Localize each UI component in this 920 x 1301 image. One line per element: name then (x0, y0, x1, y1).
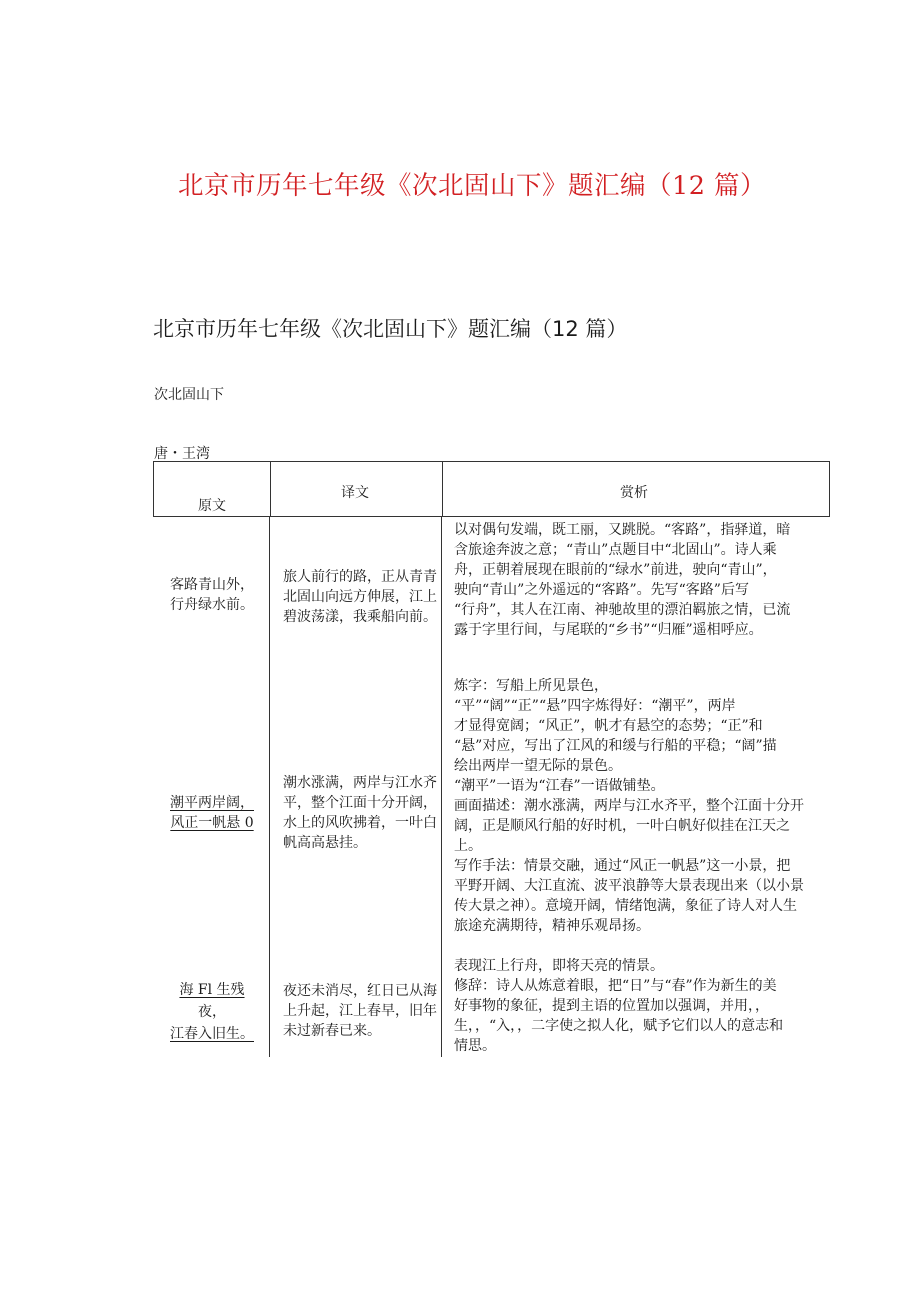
analysis-line: “行舟”，其人在江南、神驰故里的漂泊羁旅之情，已流 (454, 602, 791, 618)
original-line: 客路青山外， (170, 577, 254, 593)
original-line: 潮平两岸阔， (170, 795, 254, 811)
table-row-3-original (154, 979, 270, 1045)
poem-author: 唐・王湾 (154, 446, 210, 462)
analysis-line: 传大景之神）。意境开阔，情绪饱满，象征了诗人对人生 (454, 898, 797, 914)
header-label-original: 原文 (198, 498, 226, 514)
analysis-line: 生，，“入，，二字使之拟人化，赋予它们以人的意志和 (454, 1018, 784, 1034)
translation-line: 上升起，江上春早，旧年 (283, 1003, 437, 1019)
table-row-3-analysis (454, 956, 824, 1056)
analysis-line: 阔，正是顺风行船的好时机，一叶白帆好似挂在江天之 (454, 818, 790, 834)
translation-line: 水上的风吹拂着，一叶白 (283, 815, 437, 831)
original-line: 夜， (198, 1004, 226, 1020)
poem-title: 次北固山下 (154, 387, 224, 403)
analysis-line: 旅途充满期待，精神乐观昂扬。 (454, 918, 650, 934)
header-label-translation: 译文 (341, 485, 369, 501)
translation-line: 碧波荡漾，我乘船向前。 (283, 609, 437, 625)
translation-line: 未过新春已来。 (283, 1023, 381, 1039)
document-title: 北京市历年七年级《次北固山下》题汇编（12 篇） (153, 317, 628, 341)
analysis-line: 舟，正朝着展现在眼前的“绿水”前进，驶向“青山”， (454, 562, 777, 578)
analysis-line: 炼字：写船上所见景色， (454, 678, 608, 694)
original-line: 海 Fl 生残 (179, 982, 245, 998)
original-line: 风正一帆悬 0 (170, 815, 254, 831)
table-row-2-translation (283, 773, 443, 853)
analysis-line: 画面描述：潮水涨满，两岸与江水齐平，整个江面十分开 (454, 798, 804, 814)
analysis-line: 表现江上行舟，即将天亮的情景。 (454, 958, 664, 974)
analysis-line: 以对偶句发端，既工丽，又跳脱。“客路”，指驿道，暗 (454, 522, 791, 538)
translation-line: 帆高高悬挂。 (283, 835, 367, 851)
original-line: 行舟绿水前。 (170, 597, 254, 613)
table-row-2-original (154, 793, 270, 833)
analysis-line: 上。 (454, 838, 482, 854)
header-cell-translation (270, 462, 443, 516)
analysis-line: 驶向“青山”之外遥远的“客路”。先写“客路”后写 (454, 582, 749, 598)
analysis-line: 修辞：诗人从炼意着眼，把“日”与“春”作为新生的美 (454, 978, 777, 994)
analysis-line: “悬”对应，写出了江风的和缓与行船的平稳；“阔”描 (454, 738, 777, 754)
analysis-line: “平”“阔”“正”“悬”四字炼得好：“潮平”，两岸 (454, 698, 736, 714)
original-line: 江春入旧生。 (170, 1026, 254, 1042)
translation-line: 夜还未消尽，红日已从海 (283, 983, 437, 999)
analysis-line: 写作手法：情景交融，通过“风正一帆悬”这一小景，把 (454, 858, 791, 874)
analysis-line: 情思。 (454, 1038, 496, 1054)
translation-line: 旅人前行的路，正从青青 (283, 569, 437, 585)
translation-line: 北固山向远方伸展，江上 (283, 589, 437, 605)
analysis-line: 露于字里行间，与尾联的“乡书”“归雁”遥相呼应。 (454, 622, 763, 638)
analysis-line: 才显得宽阔；“风正”，帆才有悬空的态势；“正”和 (454, 718, 763, 734)
table-row-2-analysis (454, 676, 824, 936)
table-row-3-translation (283, 981, 443, 1041)
analysis-line: 好事物的象征，提到主语的位置加以强调，并用，， (454, 998, 769, 1014)
document-title-red: 北京市历年七年级《次北固山下》题汇编（12 篇） (178, 171, 767, 201)
analysis-line: 平野开阔、大江直流、波平浪静等大景表现出来（以小景 (454, 878, 804, 894)
translation-line: 潮水涨满，两岸与江水齐 (283, 775, 437, 791)
header-label-analysis: 赏析 (620, 485, 648, 501)
table-header (153, 461, 830, 517)
header-cell-analysis (442, 462, 829, 516)
header-cell-original (154, 462, 270, 516)
analysis-line: “潮平”一语为“江春”一语做铺垫。 (454, 778, 665, 794)
table-row-1-analysis (454, 520, 824, 640)
table-row-1-translation (283, 567, 443, 627)
table-row-1-original (154, 575, 270, 615)
analysis-line: 绘出两岸一望无际的景色。 (454, 758, 622, 774)
analysis-line: 含旅途奔波之意；“青山”点题目中“北固山”。诗人乘 (454, 542, 777, 558)
translation-line: 平，整个江面十分开阔， (283, 795, 437, 811)
